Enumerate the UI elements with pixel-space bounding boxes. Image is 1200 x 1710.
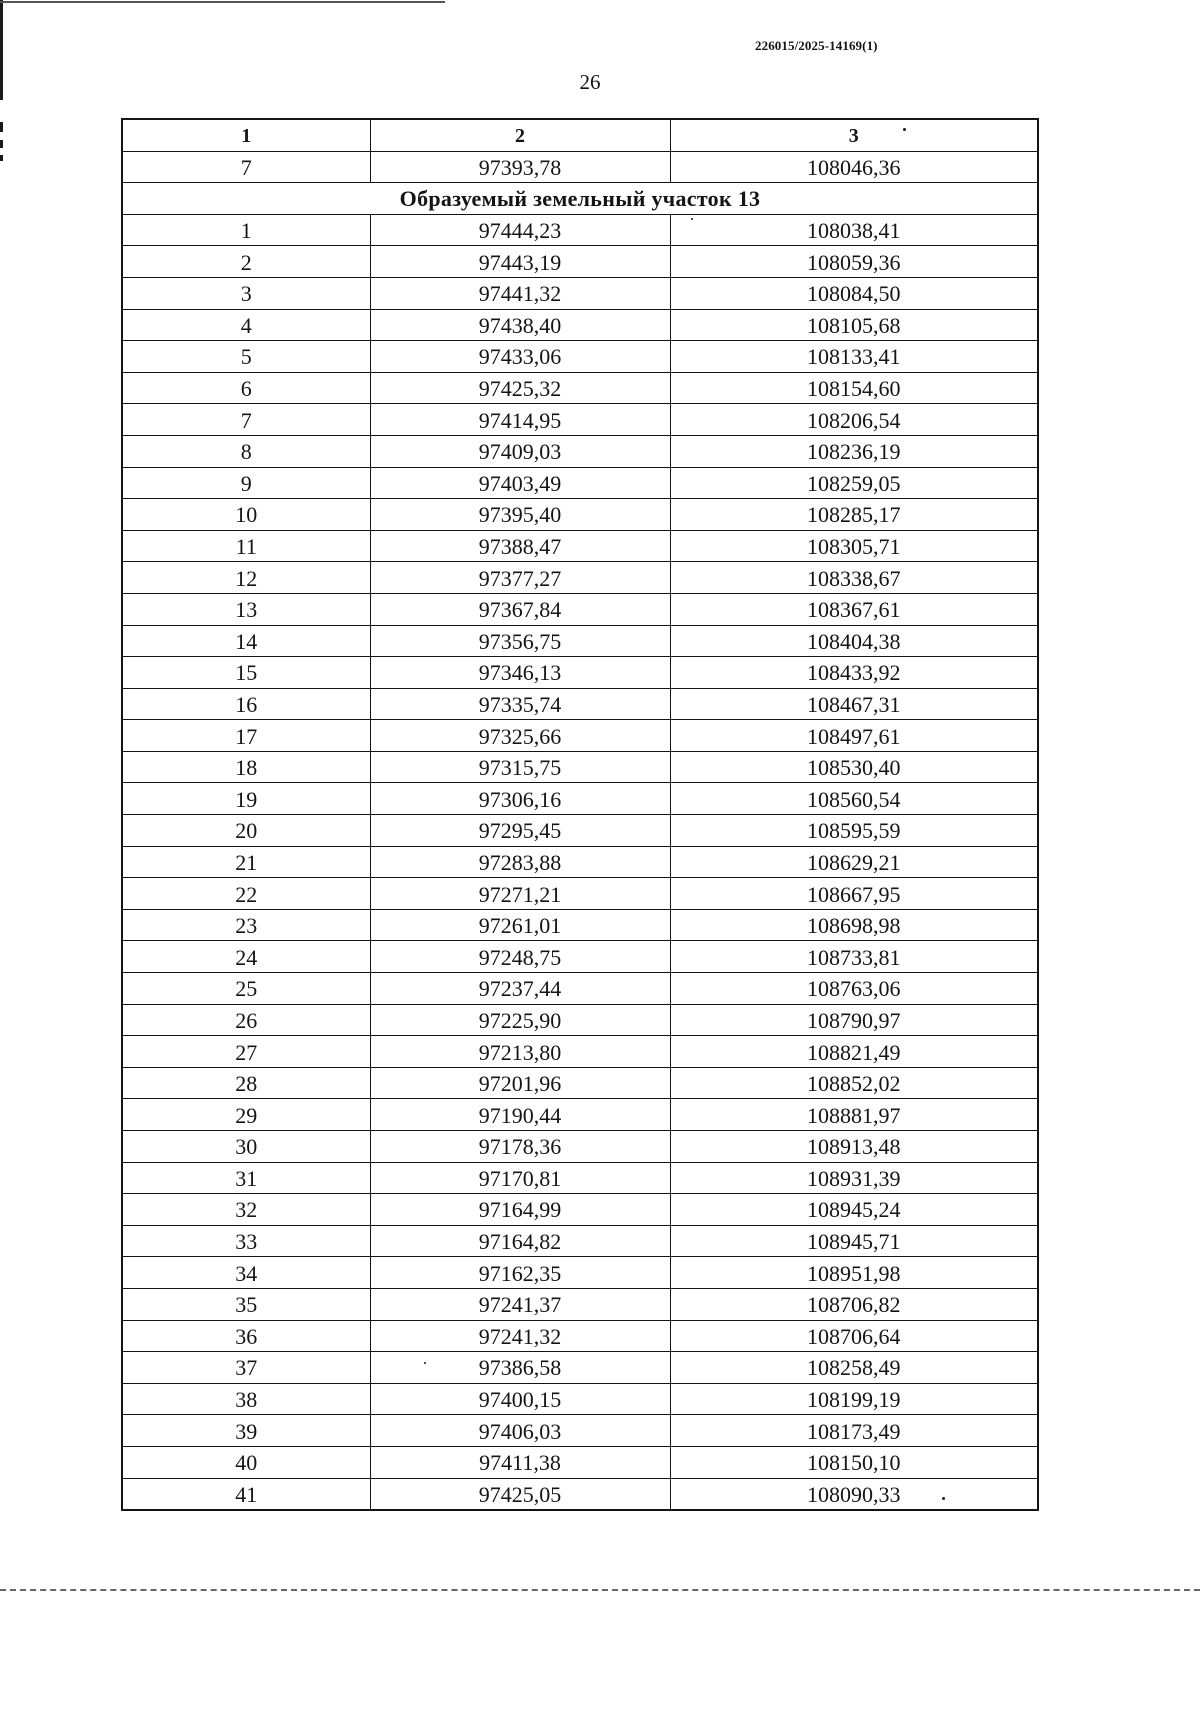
point-number-cell: 31: [122, 1162, 370, 1194]
x-coordinate-cell: 97441,32: [370, 277, 670, 309]
x-coordinate-cell: 97271,21: [370, 878, 670, 910]
table-row: [122, 1446, 1038, 1478]
column-header-y: 3: [670, 119, 1038, 151]
table-row: [122, 1067, 1038, 1099]
table-row: [122, 246, 1038, 278]
y-coordinate-cell: 108821,49: [670, 1036, 1038, 1068]
point-number-cell: 40: [122, 1446, 370, 1478]
y-coordinate-cell: 108913,48: [670, 1131, 1038, 1163]
point-number-cell: 23: [122, 909, 370, 941]
table-header-row: [122, 119, 1038, 151]
table-row: [122, 846, 1038, 878]
table-row: [122, 277, 1038, 309]
table-row: [122, 1478, 1038, 1510]
point-number-cell: 7: [122, 404, 370, 436]
x-coordinate-cell: 97162,35: [370, 1257, 670, 1289]
point-number-cell: 1: [122, 214, 370, 246]
x-coordinate-cell: 97444,23: [370, 214, 670, 246]
x-coordinate-cell: 97295,45: [370, 815, 670, 847]
point-number-cell: 33: [122, 1225, 370, 1257]
table-row: [122, 1131, 1038, 1163]
x-coordinate-cell: 97414,95: [370, 404, 670, 436]
point-number-cell: 14: [122, 625, 370, 657]
point-number-cell: 34: [122, 1257, 370, 1289]
x-coordinate-cell: 97393,78: [370, 151, 670, 183]
point-number-cell: 32: [122, 1194, 370, 1226]
y-coordinate-cell: 108433,92: [670, 657, 1038, 689]
point-number-cell: 20: [122, 815, 370, 847]
y-coordinate-cell: 108595,59: [670, 815, 1038, 847]
y-coordinate-cell: 108199,19: [670, 1383, 1038, 1415]
table-row: [122, 1225, 1038, 1257]
x-coordinate-cell: 97190,44: [370, 1099, 670, 1131]
table-row: [122, 435, 1038, 467]
x-coordinate-cell: 97315,75: [370, 751, 670, 783]
point-number-cell: 9: [122, 467, 370, 499]
x-coordinate-cell: 97248,75: [370, 941, 670, 973]
y-coordinate-cell: 108467,31: [670, 688, 1038, 720]
column-header-point: 1: [122, 119, 370, 151]
x-coordinate-cell: 97201,96: [370, 1067, 670, 1099]
y-coordinate-cell: 108404,38: [670, 625, 1038, 657]
y-coordinate-cell: 108105,68: [670, 309, 1038, 341]
y-coordinate-cell: 108133,41: [670, 341, 1038, 373]
point-number-cell: 41: [122, 1478, 370, 1510]
point-number-cell: 4: [122, 309, 370, 341]
x-coordinate-cell: 97425,32: [370, 372, 670, 404]
x-coordinate-cell: 97443,19: [370, 246, 670, 278]
y-coordinate-cell: 108763,06: [670, 973, 1038, 1005]
point-number-cell: 8: [122, 435, 370, 467]
y-coordinate-cell: 108059,36: [670, 246, 1038, 278]
point-number-cell: 15: [122, 657, 370, 689]
y-coordinate-cell: 108951,98: [670, 1257, 1038, 1289]
point-number-cell: 36: [122, 1320, 370, 1352]
point-number-cell: 2: [122, 246, 370, 278]
point-number-cell: 13: [122, 593, 370, 625]
x-coordinate-cell: 97241,37: [370, 1288, 670, 1320]
x-coordinate-cell: 97213,80: [370, 1036, 670, 1068]
x-coordinate-cell: 97178,36: [370, 1131, 670, 1163]
y-coordinate-cell: 108945,24: [670, 1194, 1038, 1226]
scan-edge-mark: [0, 0, 3, 100]
point-number-cell: 29: [122, 1099, 370, 1131]
point-number-cell: 10: [122, 499, 370, 531]
x-coordinate-cell: 97225,90: [370, 1004, 670, 1036]
document-id: 226015/2025-14169(1): [755, 38, 878, 53]
x-coordinate-cell: 97386,58: [370, 1352, 670, 1384]
table-row: [122, 1162, 1038, 1194]
x-coordinate-cell: 97395,40: [370, 499, 670, 531]
x-coordinate-cell: 97377,27: [370, 562, 670, 594]
x-coordinate-cell: 97241,32: [370, 1320, 670, 1352]
point-number-cell: 37: [122, 1352, 370, 1384]
section-title: Образуемый земельный участок 13: [122, 183, 1038, 215]
point-number-cell: 7: [122, 151, 370, 183]
y-coordinate-cell: 108367,61: [670, 593, 1038, 625]
table-row: [122, 214, 1038, 246]
table-row: [122, 562, 1038, 594]
table-row: [122, 941, 1038, 973]
table-row: [122, 688, 1038, 720]
point-number-cell: 39: [122, 1415, 370, 1447]
y-coordinate-cell: 108733,81: [670, 941, 1038, 973]
x-coordinate-cell: 97403,49: [370, 467, 670, 499]
table-row: [122, 1352, 1038, 1384]
x-coordinate-cell: 97438,40: [370, 309, 670, 341]
table-row: [122, 783, 1038, 815]
table-row: [122, 1320, 1038, 1352]
y-coordinate-cell: 108173,49: [670, 1415, 1038, 1447]
table-row: [122, 309, 1038, 341]
table-row: [122, 815, 1038, 847]
x-coordinate-cell: 97261,01: [370, 909, 670, 941]
scan-edge-mark: [0, 122, 3, 132]
y-coordinate-cell: 108154,60: [670, 372, 1038, 404]
point-number-cell: 3: [122, 277, 370, 309]
x-coordinate-cell: 97325,66: [370, 720, 670, 752]
y-coordinate-cell: 108698,98: [670, 909, 1038, 941]
scan-bottom-line: [0, 1589, 1200, 1591]
point-number-cell: 38: [122, 1383, 370, 1415]
table-row: [122, 1099, 1038, 1131]
table-row: [122, 878, 1038, 910]
point-number-cell: 27: [122, 1036, 370, 1068]
table-row: [122, 1257, 1038, 1289]
point-number-cell: 11: [122, 530, 370, 562]
x-coordinate-cell: 97367,84: [370, 593, 670, 625]
point-number-cell: 5: [122, 341, 370, 373]
x-coordinate-cell: 97164,99: [370, 1194, 670, 1226]
table-row: [122, 1004, 1038, 1036]
section-title-row: [122, 183, 1038, 215]
point-number-cell: 16: [122, 688, 370, 720]
table-row: [122, 625, 1038, 657]
y-coordinate-cell: 108258,49: [670, 1352, 1038, 1384]
y-coordinate-cell: 108706,82: [670, 1288, 1038, 1320]
y-coordinate-cell: 108038,41: [670, 214, 1038, 246]
point-number-cell: 30: [122, 1131, 370, 1163]
table-row: [122, 404, 1038, 436]
table-row: [122, 1383, 1038, 1415]
y-coordinate-cell: 108945,71: [670, 1225, 1038, 1257]
y-coordinate-cell: 108236,19: [670, 435, 1038, 467]
table-row: [122, 372, 1038, 404]
y-coordinate-cell: 108931,39: [670, 1162, 1038, 1194]
point-number-cell: 12: [122, 562, 370, 594]
point-number-cell: 35: [122, 1288, 370, 1320]
table-row: [122, 467, 1038, 499]
coordinates-table-body: [122, 119, 1038, 1510]
column-header-x: 2: [370, 119, 670, 151]
table-row: [122, 973, 1038, 1005]
table-row: [122, 1036, 1038, 1068]
y-coordinate-cell: 108667,95: [670, 878, 1038, 910]
y-coordinate-cell: 108259,05: [670, 467, 1038, 499]
y-coordinate-cell: 108084,50: [670, 277, 1038, 309]
point-number-cell: 28: [122, 1067, 370, 1099]
y-coordinate-cell: 108285,17: [670, 499, 1038, 531]
table-row: [122, 1288, 1038, 1320]
y-coordinate-cell: 108046,36: [670, 151, 1038, 183]
x-coordinate-cell: 97433,06: [370, 341, 670, 373]
y-coordinate-cell: 108790,97: [670, 1004, 1038, 1036]
y-coordinate-cell: 108881,97: [670, 1099, 1038, 1131]
x-coordinate-cell: 97406,03: [370, 1415, 670, 1447]
scan-top-line: [0, 1, 445, 3]
table-row: [122, 593, 1038, 625]
x-coordinate-cell: 97237,44: [370, 973, 670, 1005]
table-row: [122, 1415, 1038, 1447]
y-coordinate-cell: 108706,64: [670, 1320, 1038, 1352]
x-coordinate-cell: 97164,82: [370, 1225, 670, 1257]
table-row: [122, 720, 1038, 752]
table-row: [122, 751, 1038, 783]
point-number-cell: 6: [122, 372, 370, 404]
point-number-cell: 21: [122, 846, 370, 878]
point-number-cell: 19: [122, 783, 370, 815]
y-coordinate-cell: 108206,54: [670, 404, 1038, 436]
table-row: [122, 341, 1038, 373]
table-row: [122, 1194, 1038, 1226]
x-coordinate-cell: 97306,16: [370, 783, 670, 815]
x-coordinate-cell: 97411,38: [370, 1446, 670, 1478]
coordinates-table: [121, 118, 1039, 1511]
y-coordinate-cell: 108150,10: [670, 1446, 1038, 1478]
y-coordinate-cell: 108090,33: [670, 1478, 1038, 1510]
x-coordinate-cell: 97409,03: [370, 435, 670, 467]
y-coordinate-cell: 108530,40: [670, 751, 1038, 783]
point-number-cell: 18: [122, 751, 370, 783]
point-number-cell: 22: [122, 878, 370, 910]
table-row: [122, 151, 1038, 183]
point-number-cell: 17: [122, 720, 370, 752]
scan-edge-mark: [0, 140, 3, 148]
y-coordinate-cell: 108338,67: [670, 562, 1038, 594]
x-coordinate-cell: 97356,75: [370, 625, 670, 657]
y-coordinate-cell: 108852,02: [670, 1067, 1038, 1099]
point-number-cell: 25: [122, 973, 370, 1005]
table-row: [122, 657, 1038, 689]
x-coordinate-cell: 97388,47: [370, 530, 670, 562]
page-number: 26: [579, 70, 601, 94]
table-row: [122, 499, 1038, 531]
scan-edge-mark: [0, 155, 3, 161]
y-coordinate-cell: 108305,71: [670, 530, 1038, 562]
x-coordinate-cell: 97170,81: [370, 1162, 670, 1194]
point-number-cell: 26: [122, 1004, 370, 1036]
point-number-cell: 24: [122, 941, 370, 973]
table-row: [122, 909, 1038, 941]
x-coordinate-cell: 97283,88: [370, 846, 670, 878]
table-row: [122, 530, 1038, 562]
x-coordinate-cell: 97425,05: [370, 1478, 670, 1510]
x-coordinate-cell: 97346,13: [370, 657, 670, 689]
x-coordinate-cell: 97400,15: [370, 1383, 670, 1415]
y-coordinate-cell: 108560,54: [670, 783, 1038, 815]
y-coordinate-cell: 108497,61: [670, 720, 1038, 752]
y-coordinate-cell: 108629,21: [670, 846, 1038, 878]
x-coordinate-cell: 97335,74: [370, 688, 670, 720]
